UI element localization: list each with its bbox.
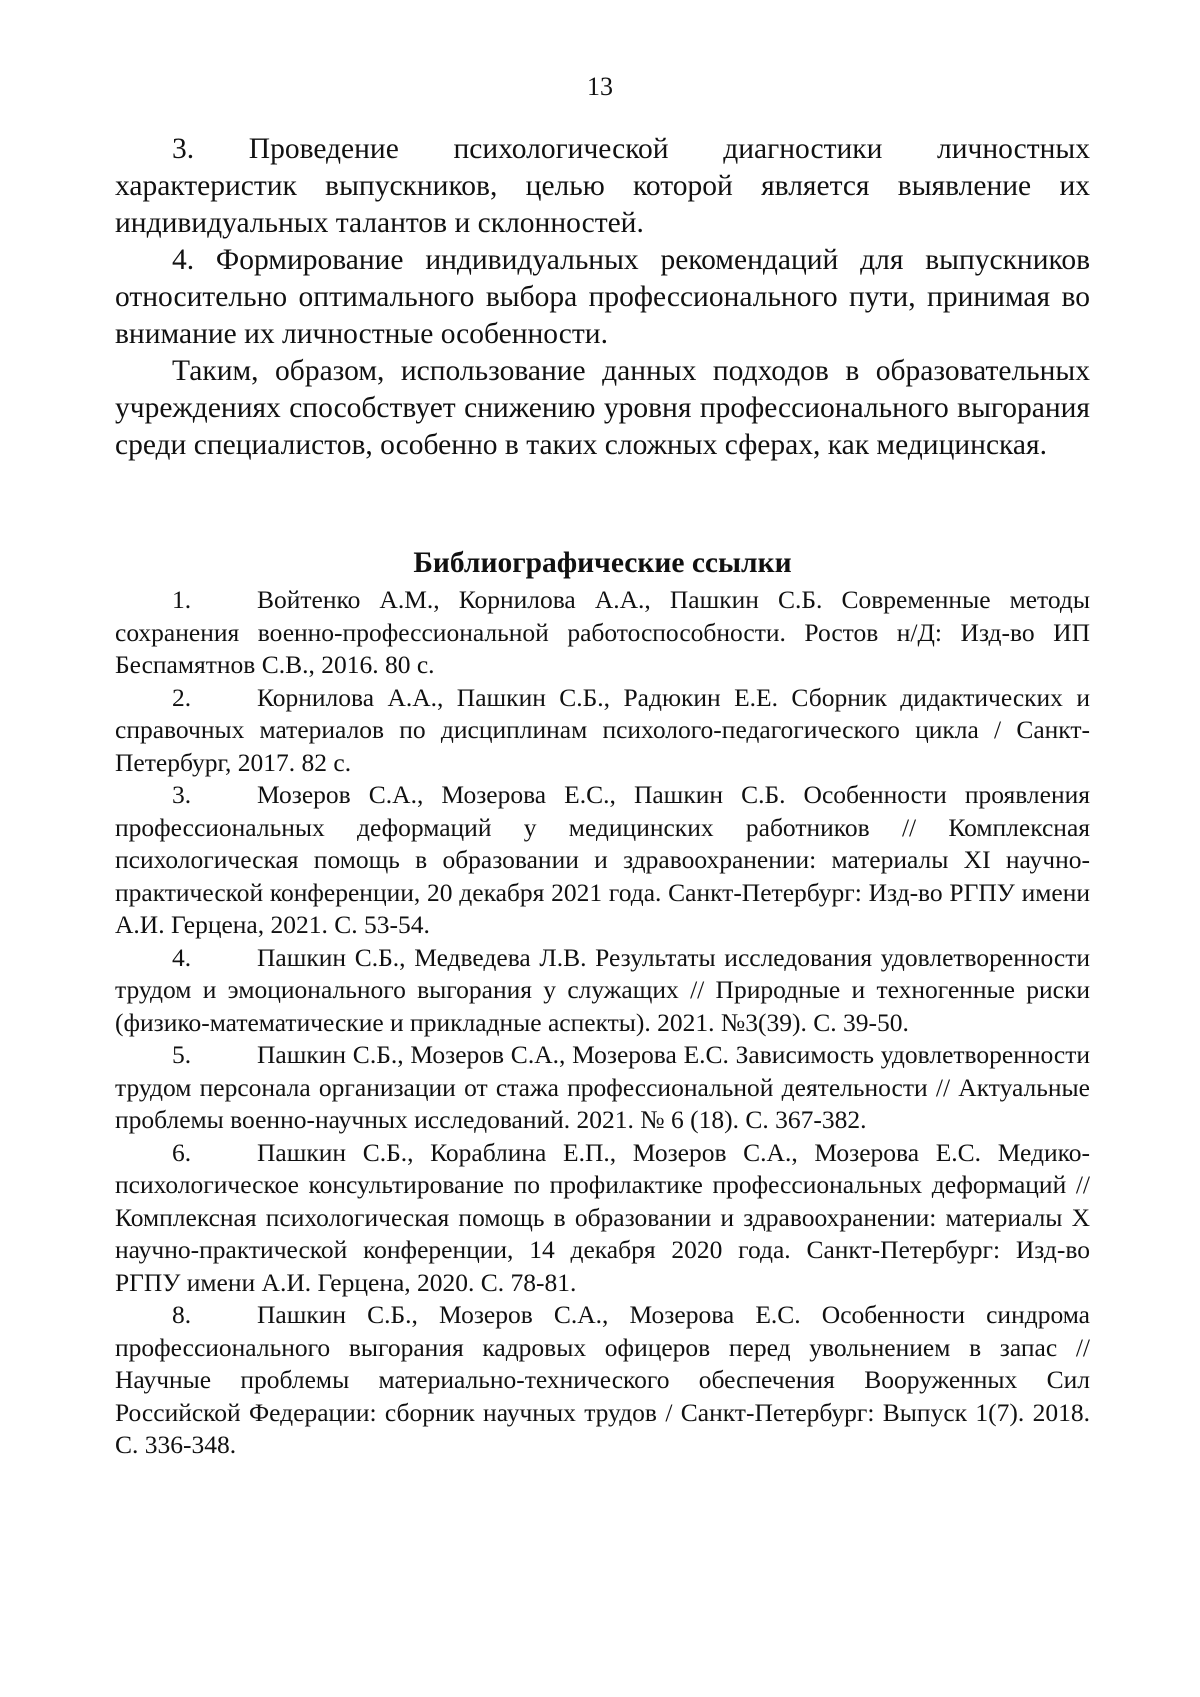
reference-item — [115, 682, 1090, 780]
reference-number: 1. — [172, 585, 192, 614]
paragraph: 3. Проведение психологической диагностики личностных характеристик выпускников, целью которой является выявление их индивидуальных талантов и склонностей. — [115, 133, 1090, 239]
reference-text: Корнилова А.А., Пашкин С.Б., Радюкин Е.Е. Сборник дидактических и справочных материалов по дисциплинам психолого-педагогического цикла / Санкт-Петербург, 2017. 82 с. — [115, 682, 1090, 777]
references-list — [115, 584, 1090, 1462]
reference-item — [115, 1137, 1090, 1300]
reference-item — [115, 942, 1090, 1040]
reference-item — [115, 1039, 1090, 1137]
references-title: Библиографические ссылки — [413, 547, 792, 579]
reference-text: Пашкин С.Б., Мозеров С.А., Мозерова Е.С. Зависимость удовлетворенности трудом персонала организации от стажа профессиональной деятельности // Актуальные проблемы военно-научных исследований. 2021. № 6 (18). С. 367-382. — [115, 1040, 1090, 1134]
reference-number: 5. — [172, 1040, 192, 1069]
paragraph: 4. Формирование индивидуальных рекомендаций для выпускников относительно оптимального выбора профессионального пути, принимая во внимание их личностные особенности. — [115, 244, 1090, 350]
paragraph: Таким, образом, использование данных подходов в образовательных учреждениях способствует снижению уровня профессионального выгорания среди специалистов, особенно в таких сложных сферах, как медицинская. — [115, 355, 1090, 461]
body-text — [115, 131, 1090, 464]
reference-number: 4. — [172, 942, 192, 972]
reference-item — [115, 1299, 1090, 1462]
page-number: 13 — [587, 72, 613, 101]
reference-item — [115, 779, 1090, 942]
reference-number: 3. — [172, 780, 192, 809]
reference-number: 6. — [172, 1137, 192, 1167]
reference-text: Пашкин С.Б., Мозеров С.А., Мозерова Е.С. Особенности синдрома профессионального выгорания кадровых офицеров перед увольнением в запас // Научные проблемы материально-технического обеспечения Вооруженных Сил Российской Федерации: сборник научных трудов / Санкт-Петербург: Выпуск 1(7). 2018. С. 336-348. — [115, 1300, 1090, 1459]
reference-number: 8. — [172, 1300, 192, 1329]
reference-text: Мозеров С.А., Мозерова Е.С., Пашкин С.Б. Особенности проявления профессиональных деформаций у медицинских работников // Комплексная психологическая помощь в образовании и здравоохранении: материалы XI научно-практической конференции, 20 декабря 2021 года. Санкт-Петербург: Изд-во РГПУ имени А.И. Герцена, 2021. С. 53-54. — [115, 780, 1090, 939]
reference-text: Войтенко А.М., Корнилова А.А., Пашкин С.Б. Современные методы сохранения военно-профессиональной работоспособности. Ростов н/Д: Изд-во ИП Беспамятнов С.В., 2016. 80 с. — [115, 585, 1090, 679]
reference-item — [115, 584, 1090, 682]
reference-text: Пашкин С.Б., Кораблина Е.П., Мозеров С.А., Мозерова Е.С. Медико-психологическое консультирование по профилактике профессиональных деформаций // Комплексная психологическая помощь в образовании и здравоохранении: материалы X научно-практической конференции, 14 декабря 2020 года. Санкт-Петербург: Изд-во РГПУ имени А.И. Герцена, 2020. С. 78-81. — [115, 1137, 1090, 1297]
reference-text: Пашкин С.Б., Медведева Л.В. Результаты исследования удовлетворенности трудом и эмоционального выгорания у служащих // Природные и техногенные риски (физико-математические и прикладные аспекты). 2021. №3(39). С. 39-50. — [115, 942, 1090, 1037]
reference-number: 2. — [172, 682, 192, 712]
